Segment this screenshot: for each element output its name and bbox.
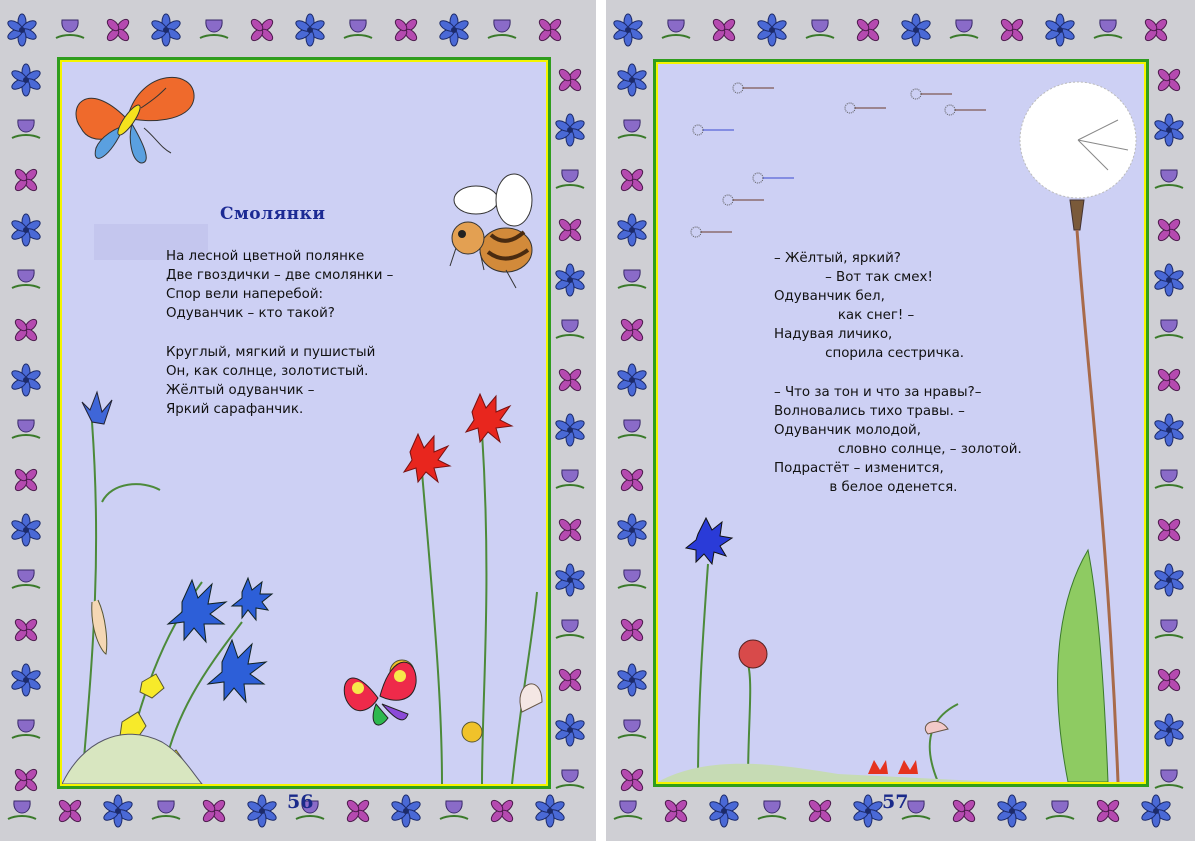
bellflower-motif	[618, 570, 646, 588]
purple-flower-motif	[999, 17, 1024, 42]
cornflower-motif	[616, 64, 648, 96]
purple-flower-motif	[13, 317, 38, 342]
page-number: 57	[882, 791, 909, 813]
purple-flower-motif	[1156, 667, 1181, 692]
cornflower-motif	[10, 64, 42, 96]
cornflower-motif	[616, 514, 648, 546]
poem-line: Подрастёт – изменится,	[774, 461, 944, 476]
right-page-frame	[658, 64, 1144, 782]
bellflower-motif	[556, 470, 584, 488]
cornflower-motif	[438, 14, 470, 46]
cornflower-motif	[554, 264, 586, 296]
bellflower-motif	[758, 801, 786, 819]
purple-flower-motif	[1156, 367, 1181, 392]
bellflower-motif	[662, 20, 690, 38]
bellflower-motif	[440, 801, 468, 819]
purple-flower-motif	[619, 317, 644, 342]
cornflower-motif	[612, 14, 644, 46]
bellflower-motif	[152, 801, 180, 819]
bellflower-motif	[618, 120, 646, 138]
purple-flower-motif	[489, 798, 514, 823]
right-stanza-1	[774, 249, 964, 363]
cornflower-motif	[1140, 795, 1172, 827]
bellflower-motif	[12, 420, 40, 438]
bellflower-motif	[556, 170, 584, 188]
poem-line: Одуванчик бел,	[774, 289, 885, 304]
bellflower-motif	[556, 770, 584, 788]
cornflower-motif	[534, 795, 566, 827]
cornflower-motif	[10, 364, 42, 396]
bellflower-motif	[806, 20, 834, 38]
cornflower-motif	[1153, 564, 1185, 596]
left-page	[0, 0, 596, 841]
poem-line: Яркий сарафанчик.	[166, 402, 304, 417]
cornflower-motif	[1153, 714, 1185, 746]
purple-flower-motif	[13, 167, 38, 192]
cornflower-motif	[554, 414, 586, 446]
cornflower-motif	[852, 795, 884, 827]
purple-flower-motif	[557, 517, 582, 542]
right-stanza-2	[774, 383, 1022, 497]
cornflower-motif	[756, 14, 788, 46]
purple-flower-motif	[951, 798, 976, 823]
bellflower-motif	[8, 801, 36, 819]
purple-flower-motif	[1143, 17, 1168, 42]
bellflower-motif	[12, 570, 40, 588]
purple-flower-motif	[201, 798, 226, 823]
purple-flower-motif	[537, 17, 562, 42]
purple-flower-motif	[105, 17, 130, 42]
cornflower-motif	[1044, 14, 1076, 46]
bellflower-motif	[1155, 770, 1183, 788]
purple-flower-motif	[345, 798, 370, 823]
cornflower-motif	[554, 564, 586, 596]
purple-flower-motif	[13, 617, 38, 642]
cornflower-motif	[708, 795, 740, 827]
purple-flower-motif	[1156, 217, 1181, 242]
bellflower-motif	[200, 20, 228, 38]
cornflower-motif	[996, 795, 1028, 827]
poem-line: Волновались тихо травы. –	[774, 404, 965, 419]
poem-line: – Вот так смех!	[774, 270, 933, 285]
dandelion-illustration	[1008, 80, 1144, 782]
poem-line: Жёлтый одуванчик –	[166, 383, 315, 398]
bellflower-motif	[1155, 470, 1183, 488]
cornflower-motif	[616, 664, 648, 696]
cornflower-motif	[900, 14, 932, 46]
poem-line: Одуванчик молодой,	[774, 423, 921, 438]
purple-flower-motif	[663, 798, 688, 823]
bellflower-motif	[344, 20, 372, 38]
purple-flower-motif	[807, 798, 832, 823]
spread-gap	[596, 0, 606, 841]
left-stanza-1	[166, 247, 393, 323]
bellflower-motif	[1046, 801, 1074, 819]
purple-flower-motif	[557, 667, 582, 692]
purple-flower-motif	[1095, 798, 1120, 823]
purple-flower-motif	[619, 167, 644, 192]
purple-flower-motif	[619, 467, 644, 492]
small-butterfly-illustration	[338, 648, 422, 738]
cornflower-motif	[294, 14, 326, 46]
wildflowers-left-illustration	[62, 362, 302, 784]
wildflowers-right-illustration	[658, 484, 998, 782]
poem-line: словно солнце, – золотой.	[774, 442, 1022, 457]
cornflower-motif	[554, 114, 586, 146]
poem-line: – Что за тон и что за нравы?–	[774, 385, 982, 400]
cornflower-motif	[10, 214, 42, 246]
purple-flower-motif	[249, 17, 274, 42]
bellflower-motif	[1094, 20, 1122, 38]
bellflower-motif	[12, 720, 40, 738]
bellflower-motif	[618, 720, 646, 738]
purple-flower-motif	[57, 798, 82, 823]
poem-line: – Жёлтый, яркий?	[774, 251, 901, 266]
poem-line: На лесной цветной полянке	[166, 249, 365, 264]
right-page	[606, 0, 1195, 841]
purple-flower-motif	[1156, 67, 1181, 92]
cornflower-motif	[6, 14, 38, 46]
bellflower-motif	[614, 801, 642, 819]
purple-flower-motif	[13, 467, 38, 492]
purple-flower-motif	[619, 617, 644, 642]
left-page-frame	[62, 62, 546, 784]
poem-line: Спор вели наперебой:	[166, 287, 324, 302]
bellflower-motif	[618, 270, 646, 288]
purple-flower-motif	[393, 17, 418, 42]
cornflower-motif	[554, 714, 586, 746]
bellflower-motif	[1155, 620, 1183, 638]
poem-line: спорила сестричка.	[774, 346, 965, 361]
cornflower-motif	[150, 14, 182, 46]
bellflower-motif	[56, 20, 84, 38]
cornflower-motif	[616, 214, 648, 246]
cornflower-motif	[1153, 264, 1185, 296]
butterfly-illustration	[66, 68, 206, 183]
cornflower-motif	[102, 795, 134, 827]
poem-line: Две гвоздички – две смолянки –	[166, 268, 394, 283]
poem-line: Надувая личико,	[774, 327, 893, 342]
bellflower-motif	[1155, 170, 1183, 188]
poem-line: в белое оденется.	[774, 480, 958, 495]
purple-flower-motif	[13, 767, 38, 792]
poem-line: Одуванчик – кто такой?	[166, 306, 335, 321]
bellflower-motif	[12, 120, 40, 138]
cornflower-motif	[616, 364, 648, 396]
cornflower-motif	[1153, 414, 1185, 446]
purple-flower-motif	[557, 217, 582, 242]
bellflower-motif	[556, 320, 584, 338]
purple-flower-motif	[711, 17, 736, 42]
bellflower-motif	[950, 20, 978, 38]
bellflower-motif	[488, 20, 516, 38]
cornflower-motif	[390, 795, 422, 827]
bellflower-motif	[556, 620, 584, 638]
purple-flower-motif	[619, 767, 644, 792]
cornflower-motif	[246, 795, 278, 827]
poem-title: Смолянки	[220, 204, 326, 224]
purple-flower-motif	[557, 67, 582, 92]
poem-line: Круглый, мягкий и пушистый	[166, 345, 376, 360]
poem-line: как снег! –	[774, 308, 915, 323]
bellflower-motif	[618, 420, 646, 438]
poem-line: Он, как солнце, золотистый.	[166, 364, 369, 379]
bellflower-motif	[1155, 320, 1183, 338]
cornflower-motif	[10, 664, 42, 696]
cornflower-motif	[1153, 114, 1185, 146]
purple-flower-motif	[855, 17, 880, 42]
purple-flower-motif	[1156, 517, 1181, 542]
cornflower-motif	[10, 514, 42, 546]
bee-illustration	[436, 170, 546, 290]
purple-flower-motif	[557, 367, 582, 392]
page-number: 56	[287, 791, 314, 813]
dandelion-seeds-illustration	[678, 74, 998, 244]
bellflower-motif	[12, 270, 40, 288]
